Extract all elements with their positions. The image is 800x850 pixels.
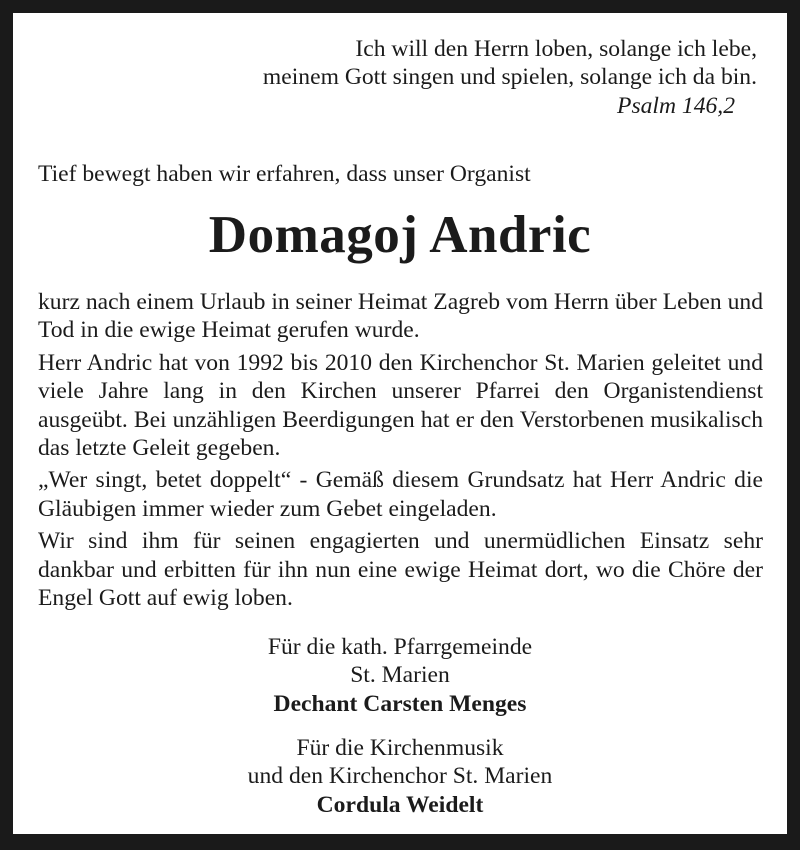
quote-line-2: meinem Gott singen und spielen, solange ich da bin. (262, 64, 757, 91)
quote-line-1: Ich will den Herrn loben, solange ich lebe, (355, 36, 757, 62)
deceased-name: Domagoj Andric (208, 206, 592, 264)
signature-music-line-1: Für die Kirchenmusik (296, 735, 504, 761)
paragraph-3: „Wer singt, betet doppelt“ - Gemäß diesem Grundsatz hat Herr Andric die Gläubigen immer wieder zum Gebet eingeladen. (38, 467, 763, 522)
obituary-notice (13, 13, 787, 834)
paragraph-4: Wir sind ihm für seinen engagierten und unermüdlichen Einsatz sehr dankbar und erbitten für ihn nun eine ewige Heimat dort, wo die Chöre der Engel Gott auf ewig loben. (38, 528, 763, 612)
signature-parish (13, 633, 787, 718)
signature-parish-person: Dechant Carsten Menges (273, 690, 527, 717)
signature-parish-line-1: Für die kath. Pfarrgemeinde (267, 634, 533, 660)
signature-music (13, 734, 787, 819)
obituary-body (38, 288, 763, 616)
bible-quote (263, 35, 757, 120)
signature-music-person: Cordula Weidelt (316, 791, 484, 818)
paragraph-1: kurz nach einem Urlaub in seiner Heimat Zagreb vom Herrn über Leben und Tod in die ewige Heimat gerufen wurde. (38, 289, 763, 344)
intro-text: Tief bewegt haben wir erfahren, dass unser Organist (38, 161, 531, 187)
signature-parish-line-2: St. Marien (350, 662, 450, 689)
quote-reference: Psalm 146,2 (617, 92, 735, 119)
signature-music-line-2: und den Kirchenchor St. Marien (247, 763, 553, 790)
paragraph-2: Herr Andric hat von 1992 bis 2010 den Kirchenchor St. Marien geleitet und viele Jahre lang in den Kirchen unserer Pfarrei den Organistendienst ausgeübt. Bei unzähligen Beerdigungen hat er den Verstorbenen musikalisch das letzte Geleit gegeben. (38, 349, 763, 462)
